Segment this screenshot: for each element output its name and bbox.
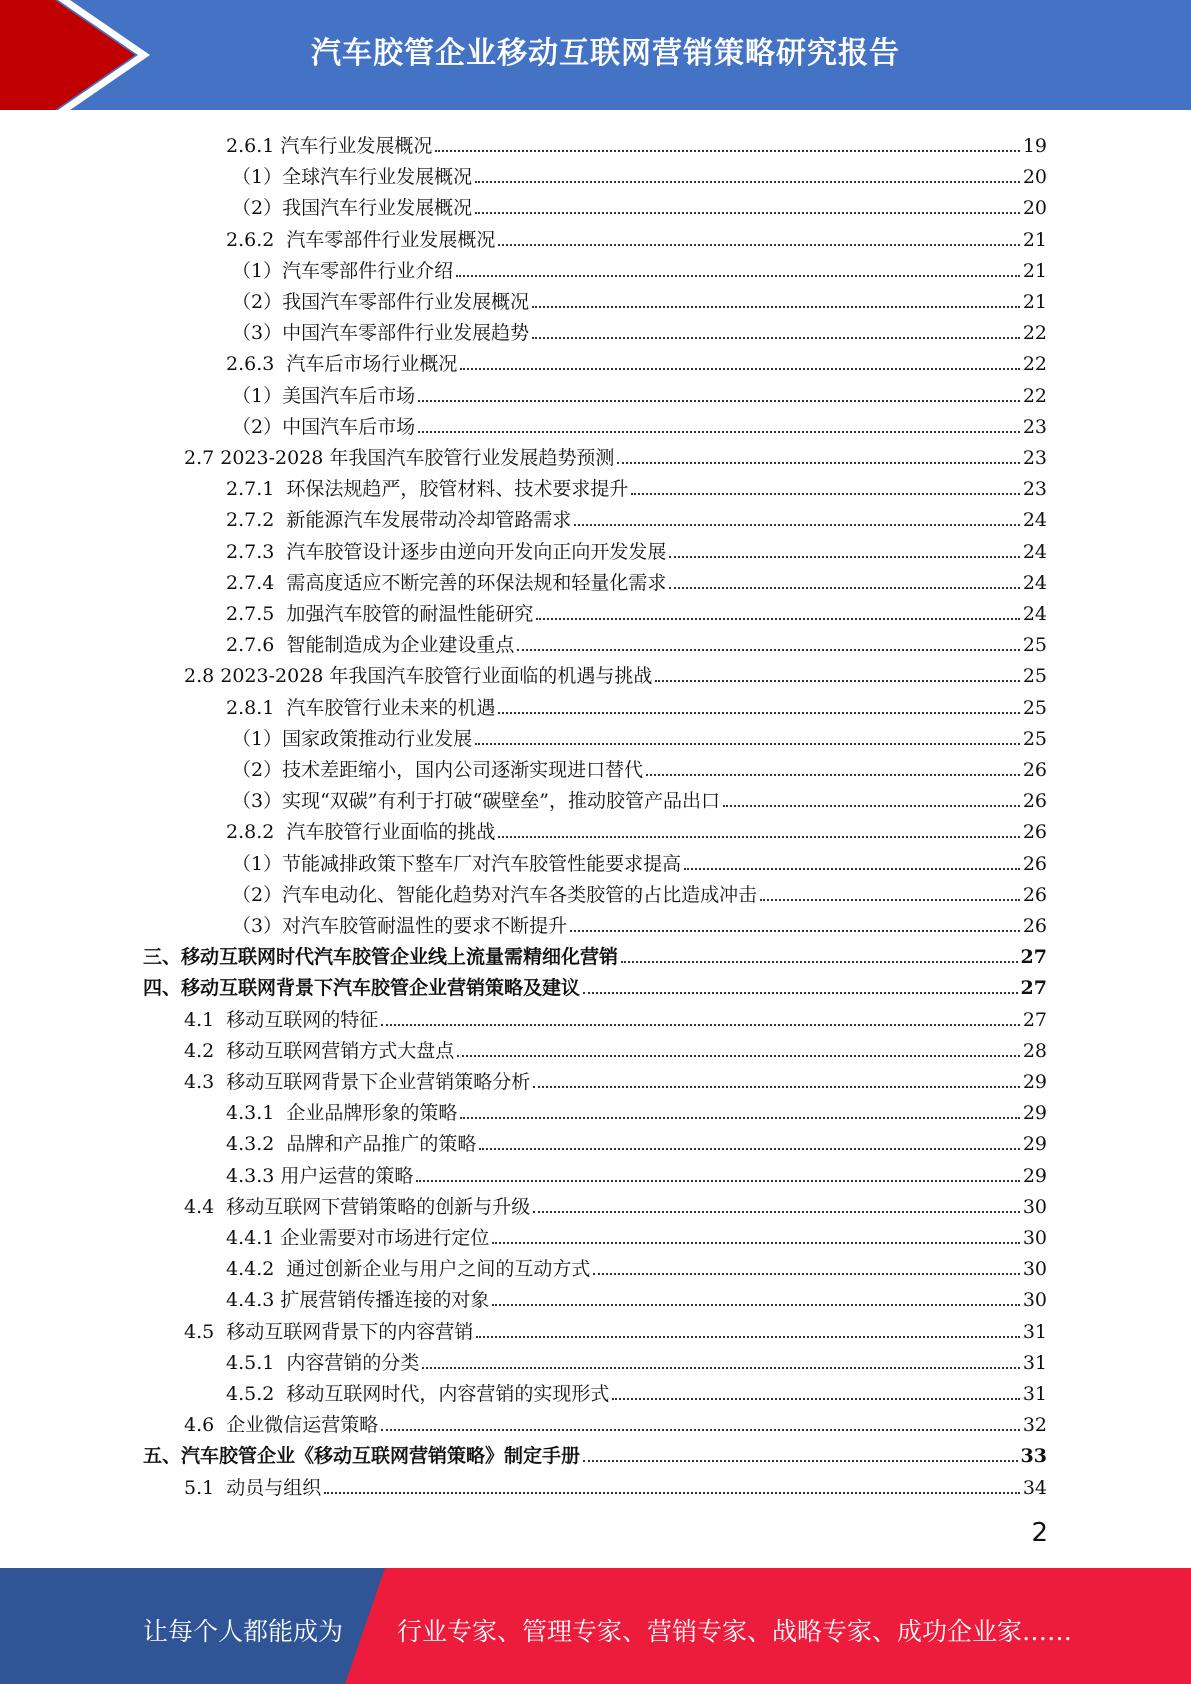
toc-entry-label: 2.7.6 智能制造成为企业建设重点 xyxy=(226,634,515,657)
toc-dot-leader xyxy=(517,649,1019,651)
toc-entry-page: 25 xyxy=(1022,665,1047,688)
page-header xyxy=(0,0,1191,110)
toc-dot-leader xyxy=(475,181,1020,183)
toc-entry-label: （3）实现“双碳”有利于打破“碳壁垒”，推动胶管产品出口 xyxy=(232,790,720,813)
toc-entry-label: （3）对汽车胶管耐温性的要求不断提升 xyxy=(232,915,568,937)
toc-entry-label: 4.3.3 用户运营的策略 xyxy=(226,1164,414,1187)
page-footer xyxy=(0,1568,1191,1684)
toc-entry-page: 21 xyxy=(1022,291,1047,313)
toc-entry-label: 2.7 2023-2028 年我国汽车胶管行业发展趋势预测 xyxy=(184,447,615,469)
toc-entry-label: 五、汽车胶管企业《移动互联网营销策略》制定手册 xyxy=(143,1445,581,1468)
footer-slogan-right: 行业专家、管理专家、营销专家、战略专家、成功企业家…… xyxy=(397,1617,1073,1646)
toc-entry-label: 4.4.3 扩展营销传播连接的对象 xyxy=(226,1289,490,1312)
toc-entry-page: 28 xyxy=(1022,1039,1047,1062)
toc-entry-label: 4.4.1 企业需要对市场进行定位 xyxy=(226,1227,490,1249)
toc-entry[interactable] xyxy=(226,532,1047,563)
toc-entry-label: 2.8 2023-2028 年我国汽车胶管行业面临的机遇与挑战 xyxy=(184,665,653,688)
toc-entry-label: （2）汽车电动化、智能化趋势对汽车各类胶管的占比造成冲击 xyxy=(232,883,758,906)
toc-entry-page: 20 xyxy=(1022,197,1047,220)
toc-dot-leader xyxy=(655,680,1019,682)
toc-entry-page: 30 xyxy=(1022,1289,1047,1312)
toc-entry[interactable] xyxy=(232,719,1047,750)
toc-dot-leader xyxy=(498,836,1019,838)
toc-dot-leader xyxy=(460,1117,1019,1119)
toc-dot-leader xyxy=(631,493,1019,495)
toc-dot-leader xyxy=(457,1055,1020,1057)
toc-entry[interactable] xyxy=(184,1405,1047,1436)
toc-entry-page: 30 xyxy=(1022,1258,1047,1281)
toc-entry-page: 33 xyxy=(1020,1445,1047,1468)
toc-entry-page: 34 xyxy=(1022,1476,1047,1499)
toc-entry[interactable] xyxy=(232,157,1047,188)
toc-dot-leader xyxy=(479,1148,1019,1150)
toc-entry-label: （1）全球汽车行业发展概况 xyxy=(232,166,473,189)
toc-dot-leader xyxy=(593,1273,1019,1275)
toc-entry[interactable] xyxy=(143,1436,1047,1467)
toc-entry-label: （1）汽车零部件行业介绍 xyxy=(232,259,454,282)
toc-entry-label: 4.2 移动互联网营销方式大盘点 xyxy=(184,1039,455,1062)
toc-entry-label: 4.3.2 品牌和产品推广的策略 xyxy=(226,1133,477,1156)
toc-dot-leader xyxy=(532,337,1020,339)
toc-entry-page: 26 xyxy=(1022,790,1047,813)
toc-entry[interactable] xyxy=(184,1187,1047,1218)
toc-entry[interactable] xyxy=(226,500,1047,531)
toc-entry-label: 2.7.4 需高度适应不断完善的环保法规和轻量化需求 xyxy=(226,571,667,594)
toc-dot-leader xyxy=(475,212,1020,214)
toc-entry[interactable] xyxy=(226,1124,1047,1155)
toc-entry-page: 19 xyxy=(1022,135,1047,157)
toc-entry[interactable] xyxy=(232,906,1047,937)
toc-dot-leader xyxy=(533,1211,1020,1213)
toc-dot-leader xyxy=(498,244,1019,246)
toc-entry-page: 23 xyxy=(1022,478,1047,501)
toc-entry[interactable] xyxy=(232,750,1047,781)
toc-entry-page: 27 xyxy=(1020,977,1047,1000)
toc-entry-label: 2.6.1 汽车行业发展概况 xyxy=(226,135,433,157)
toc-entry[interactable] xyxy=(232,282,1047,313)
toc-entry[interactable] xyxy=(226,126,1047,157)
toc-entry-label: （1）节能减排政策下整车厂对汽车胶管性能要求提高 xyxy=(232,852,682,875)
toc-entry-page: 29 xyxy=(1022,1071,1047,1093)
toc-dot-leader xyxy=(475,743,1020,745)
toc-entry-page: 31 xyxy=(1022,1320,1047,1343)
toc-entry[interactable] xyxy=(226,1249,1047,1280)
toc-dot-leader xyxy=(684,868,1020,870)
toc-dot-leader xyxy=(418,400,1020,402)
toc-dot-leader xyxy=(476,1336,1020,1338)
toc-dot-leader xyxy=(532,306,1020,308)
toc-entry[interactable] xyxy=(226,1093,1047,1124)
toc-entry-page: 22 xyxy=(1022,384,1047,407)
toc-dot-leader xyxy=(583,1460,1018,1462)
toc-entry-label: 4.3 移动互联网背景下企业营销策略分析 xyxy=(184,1071,531,1093)
toc-entry-page: 25 xyxy=(1022,634,1047,657)
toc-entry[interactable] xyxy=(184,1000,1047,1031)
toc-entry-label: （2）中国汽车后市场 xyxy=(232,415,416,438)
toc-entry-label: （1）美国汽车后市场 xyxy=(232,384,416,407)
toc-entry-page: 25 xyxy=(1022,727,1047,750)
toc-dot-leader xyxy=(416,1180,1019,1182)
toc-entry-page: 24 xyxy=(1022,571,1047,594)
toc-entry-page: 22 xyxy=(1022,353,1047,376)
toc-entry[interactable] xyxy=(226,812,1047,843)
toc-entry[interactable] xyxy=(232,188,1047,219)
toc-entry-label: （2）我国汽车行业发展概况 xyxy=(232,197,473,220)
toc-entry-page: 30 xyxy=(1022,1227,1047,1249)
page-number: 2 xyxy=(1031,1518,1048,1548)
toc-entry[interactable] xyxy=(226,594,1047,625)
toc-entry-label: 4.6 企业微信运营策略 xyxy=(184,1414,379,1437)
toc-entry-page: 29 xyxy=(1022,1164,1047,1187)
toc-entry[interactable] xyxy=(232,376,1047,407)
toc-entry-page: 26 xyxy=(1022,883,1047,906)
toc-dot-leader xyxy=(617,462,1019,464)
toc-entry[interactable] xyxy=(226,1280,1047,1311)
toc-entry-page: 24 xyxy=(1022,509,1047,532)
toc-dot-leader xyxy=(422,1367,1019,1369)
toc-entry[interactable] xyxy=(226,1343,1047,1374)
toc-entry-label: 2.8.2 汽车胶管行业面临的挑战 xyxy=(226,821,496,844)
toc-entry-page: 26 xyxy=(1022,852,1047,875)
toc-entry[interactable] xyxy=(226,1218,1047,1249)
toc-entry[interactable] xyxy=(226,563,1047,594)
toc-entry-page: 29 xyxy=(1022,1102,1047,1125)
toc-entry-page: 24 xyxy=(1022,603,1047,625)
toc-entry-page: 30 xyxy=(1022,1195,1047,1218)
toc-entry-label: 4.5.2 移动互联网时代，内容营销的实现形式 xyxy=(226,1383,610,1405)
toc-entry[interactable] xyxy=(143,968,1047,999)
toc-dot-leader xyxy=(570,930,1020,932)
toc-entry-page: 27 xyxy=(1022,1008,1047,1031)
toc-entry-label: 2.6.2 汽车零部件行业发展概况 xyxy=(226,228,496,251)
toc-dot-leader xyxy=(533,1086,1020,1088)
toc-entry[interactable] xyxy=(184,438,1047,469)
toc-entry-page: 26 xyxy=(1022,759,1047,781)
toc-entry-page: 23 xyxy=(1022,447,1047,469)
toc-dot-leader xyxy=(646,774,1020,776)
toc-entry-label: 2.8.1 汽车胶管行业未来的机遇 xyxy=(226,696,496,719)
toc-entry-page: 27 xyxy=(1020,946,1047,969)
footer-slogan-left: 让每个人都能成为 xyxy=(143,1617,344,1646)
toc-entry-label: （1）国家政策推动行业发展 xyxy=(232,727,473,750)
toc-dot-leader xyxy=(418,431,1020,433)
toc-dot-leader xyxy=(536,618,1019,620)
toc-entry[interactable] xyxy=(143,937,1047,968)
toc-dot-leader xyxy=(669,587,1019,589)
toc-dot-leader xyxy=(574,524,1019,526)
toc-entry-page: 26 xyxy=(1022,915,1047,937)
toc-dot-leader xyxy=(460,368,1019,370)
toc-dot-leader xyxy=(612,1398,1019,1400)
toc-entry-label: 三、移动互联网时代汽车胶管企业线上流量需精细化营销 xyxy=(143,946,619,969)
toc-entry-page: 26 xyxy=(1022,821,1047,844)
toc-entry-page: 25 xyxy=(1022,696,1047,719)
toc-dot-leader xyxy=(669,556,1019,558)
toc-entry-label: （2）我国汽车零部件行业发展概况 xyxy=(232,291,530,313)
toc-entry[interactable] xyxy=(226,625,1047,656)
toc-entry[interactable] xyxy=(184,656,1047,687)
toc-entry[interactable] xyxy=(232,407,1047,438)
toc-entry-page: 31 xyxy=(1022,1351,1047,1374)
toc-entry-page: 31 xyxy=(1022,1383,1047,1405)
toc-entry[interactable] xyxy=(226,220,1047,251)
toc-entry-page: 20 xyxy=(1022,166,1047,189)
toc-dot-leader xyxy=(492,1242,1019,1244)
toc-dot-leader xyxy=(498,712,1019,714)
toc-entry-label: （2）技术差距缩小，国内公司逐渐实现进口替代 xyxy=(232,759,644,781)
toc-entry-label: 5.1 动员与组织 xyxy=(184,1476,322,1499)
toc-dot-leader xyxy=(435,150,1019,152)
toc-entry-label: 4.1 移动互联网的特征 xyxy=(184,1008,379,1031)
toc-entry-page: 21 xyxy=(1022,228,1047,251)
toc-entry-page: 23 xyxy=(1022,415,1047,438)
toc-dot-leader xyxy=(381,1429,1020,1431)
toc-entry-page: 22 xyxy=(1022,322,1047,345)
toc-entry[interactable] xyxy=(226,469,1047,500)
toc-entry-label: 4.5.1 内容营销的分类 xyxy=(226,1351,420,1374)
toc-entry[interactable] xyxy=(184,1062,1047,1093)
toc-entry[interactable] xyxy=(226,688,1047,719)
toc-entry[interactable] xyxy=(184,1468,1047,1499)
toc-entry-label: 4.3.1 企业品牌形象的策略 xyxy=(226,1102,458,1125)
toc-entry-label: 2.7.5 加强汽车胶管的耐温性能研究 xyxy=(226,603,534,625)
toc-entry-label: 2.7.2 新能源汽车发展带动冷却管路需求 xyxy=(226,509,572,532)
toc-entry-label: 4.5 移动互联网背景下的内容营销 xyxy=(184,1320,474,1343)
toc-dot-leader xyxy=(492,1304,1019,1306)
toc-dot-leader xyxy=(723,805,1020,807)
toc-entry-label: 四、移动互联网背景下汽车胶管企业营销策略及建议 xyxy=(143,977,581,1000)
toc-dot-leader xyxy=(621,961,1018,963)
toc-entry[interactable] xyxy=(232,781,1047,812)
toc-entry[interactable] xyxy=(232,875,1047,906)
toc-entry-label: 2.7.3 汽车胶管设计逐步由逆向开发向正向开发发展 xyxy=(226,540,667,563)
report-title: 汽车胶管企业移动互联网营销策略研究报告 xyxy=(311,36,900,71)
toc-entry[interactable] xyxy=(232,844,1047,875)
toc-entry-label: 2.7.1 环保法规趋严，胶管材料、技术要求提升 xyxy=(226,478,629,501)
toc-entry-label: （3）中国汽车零部件行业发展趋势 xyxy=(232,322,530,345)
toc-dot-leader xyxy=(583,992,1018,994)
toc-entry-page: 21 xyxy=(1022,259,1047,282)
toc-dot-leader xyxy=(381,1024,1020,1026)
toc-entry[interactable] xyxy=(232,313,1047,344)
toc-entry-page: 24 xyxy=(1022,540,1047,563)
toc-entry-label: 4.4.2 通过创新企业与用户之间的互动方式 xyxy=(226,1258,591,1281)
toc-dot-leader xyxy=(456,275,1020,277)
toc-entry-page: 32 xyxy=(1022,1414,1047,1437)
toc-entry[interactable] xyxy=(232,251,1047,282)
toc-dot-leader xyxy=(324,1492,1020,1494)
toc-entry[interactable] xyxy=(184,1031,1047,1062)
toc-entry[interactable] xyxy=(226,344,1047,375)
toc-entry[interactable] xyxy=(184,1312,1047,1343)
toc-dot-leader xyxy=(760,899,1020,901)
toc-entry-label: 2.6.3 汽车后市场行业概况 xyxy=(226,353,458,376)
toc-entry-label: 4.4 移动互联网下营销策略的创新与升级 xyxy=(184,1195,531,1218)
toc-entry[interactable] xyxy=(226,1156,1047,1187)
toc-entry-page: 29 xyxy=(1022,1133,1047,1156)
toc-entry[interactable] xyxy=(226,1374,1047,1405)
